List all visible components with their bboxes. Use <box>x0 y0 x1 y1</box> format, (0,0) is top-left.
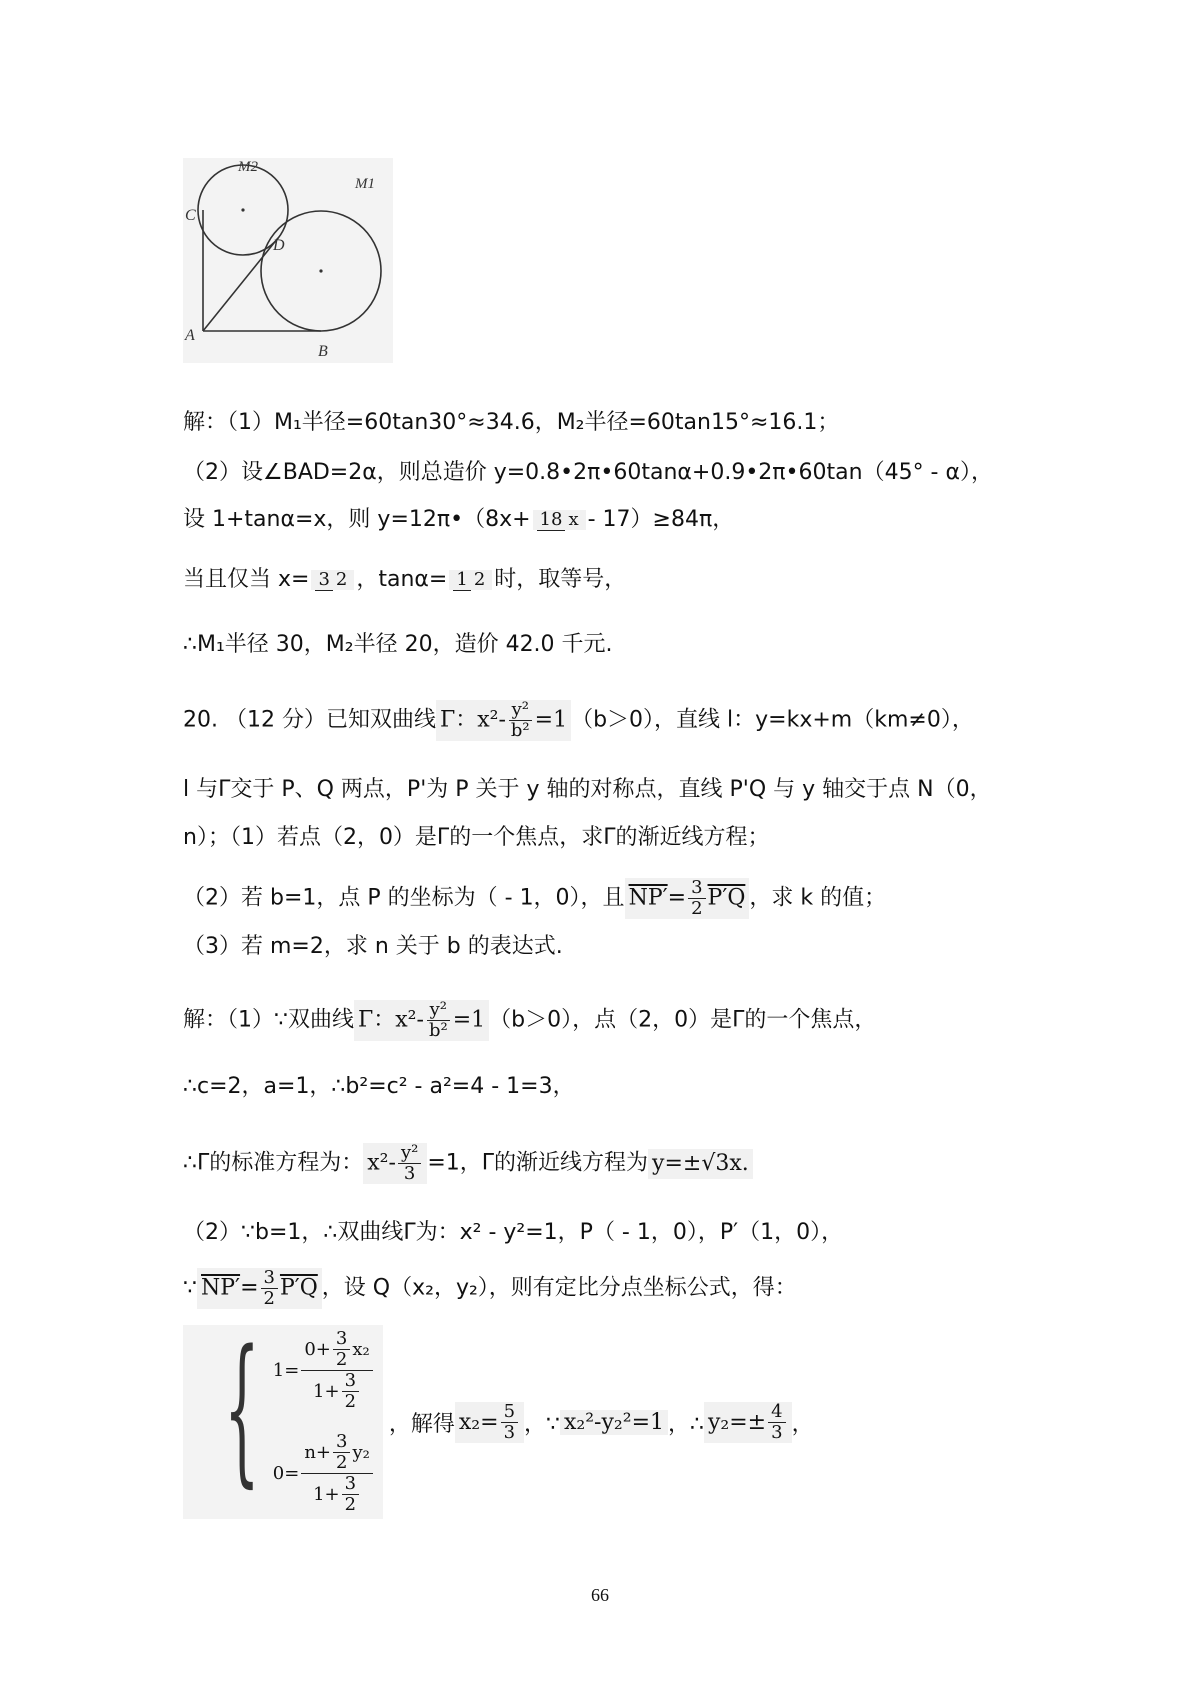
equation-system <box>183 1315 814 1519</box>
text: - 17）≥84π， <box>587 507 735 532</box>
solution-line-5: ∴M₁半径 30，M₂半径 20，造价 42.0 千元. <box>183 632 613 657</box>
label-a: A <box>185 327 195 344</box>
answer-line-5 <box>183 1268 797 1309</box>
problem-20-line-5: （3）若 m=2，求 n 关于 b 的表达式. <box>183 934 563 959</box>
solution-line-3 <box>183 505 734 535</box>
answer-line-1 <box>183 1000 876 1041</box>
answer-line-2: ∴c=2，a=1，∴b²=c² - a²=4 - 1=3， <box>183 1074 575 1099</box>
vector-equation: NP′= $\frac{3}{2}$ P′Q <box>625 878 750 919</box>
text: ，设 Q（x₂，y₂），则有定比分点坐标公式，得： <box>321 1275 797 1301</box>
problem-20-line-4 <box>183 878 886 919</box>
label-m2: M2 <box>238 159 258 175</box>
text: ∵ <box>183 1275 197 1301</box>
text: （b＞0），直线 l：y=kx+m（km≠0）， <box>571 707 974 733</box>
solution-line-2: （2）设∠BAD=2α，则总造价 y=0.8•2π•60tanα+0.9•2π•60tan（45° - α）， <box>183 460 993 485</box>
fraction: 3 2 <box>311 570 354 590</box>
text: ，tanα= <box>356 567 448 592</box>
geometry-figure <box>183 158 393 363</box>
text: （2）若 b=1，点 P 的坐标为（ - 1，0），且 <box>183 885 625 911</box>
text: 当且仅当 x= <box>183 567 310 592</box>
label-m1: M1 <box>355 176 375 192</box>
system-result: ，解得 x₂= $\frac{5}{3}$ ，∵ x₂²-y₂²=1 ，∴ y₂=± $\frac{4}{3}$ ， <box>388 1400 814 1443</box>
hyperbola-formula: Γ：x²- $\frac{\text{y²}}{\text{b²}}$ =1 <box>436 700 571 741</box>
problem-20-line-2: l 与Γ交于 P、Q 两点，P'为 P 关于 y 轴的对称点，直线 P'Q 与 y 轴交于点 N（0， <box>183 777 992 802</box>
left-brace: { <box>224 1315 260 1502</box>
problem-20-line-1 <box>183 700 974 741</box>
system-eq-2: 0= n+ $\frac{3}{2}$ y₂ 1+ $\frac{3}{2}$ <box>273 1432 375 1515</box>
label-b: B <box>318 343 328 360</box>
fraction: 1 2 <box>449 570 492 590</box>
text: 解：（1）∵双曲线 <box>183 1007 354 1033</box>
system-block <box>183 1315 383 1519</box>
answer-line-4: （2）∵b=1，∴双曲线Γ为：x² - y²=1，P（ - 1，0），P′（1，0）， <box>183 1220 844 1245</box>
solution-line-1: 解：（1）M₁半径=60tan30°≈34.6，M₂半径=60tan15°≈16.1； <box>183 410 840 435</box>
answer-line-3 <box>183 1143 753 1184</box>
label-c: C <box>185 207 196 224</box>
system-eq-1: 1= 0+ $\frac{3}{2}$ x₂ 1+ $\frac{3}{2}$ <box>273 1329 375 1412</box>
text: ，求 k 的值； <box>749 885 887 911</box>
text: 时，取等号， <box>494 567 627 592</box>
fraction: 18 x <box>533 510 586 530</box>
problem-20-line-3: n）；（1）若点（2，0）是Γ的一个焦点，求Γ的渐近线方程； <box>183 825 770 850</box>
standard-equation: x²- $\frac{\text{y²}}{3}$ <box>363 1143 427 1184</box>
label-d: D <box>273 237 285 254</box>
text: ∴Γ的标准方程为： <box>183 1150 364 1176</box>
text: （b＞0），点（2，0）是Γ的一个焦点， <box>489 1007 877 1033</box>
page-number: 66 <box>591 1585 609 1605</box>
text: =1，Γ的渐近线方程为 <box>427 1150 649 1176</box>
asymptote-equation: y=±√3x. <box>648 1149 753 1179</box>
text: 20. （12 分）已知双曲线 <box>183 707 436 733</box>
hyperbola-formula: Γ：x²- $\frac{\text{y²}}{\text{b²}}$ =1 <box>354 1000 489 1041</box>
vector-equation: NP′= $\frac{3}{2}$ P′Q <box>197 1268 322 1309</box>
text: 设 1+tanα=x，则 y=12π•（8x+ <box>183 507 531 532</box>
solution-line-4 <box>183 565 626 595</box>
